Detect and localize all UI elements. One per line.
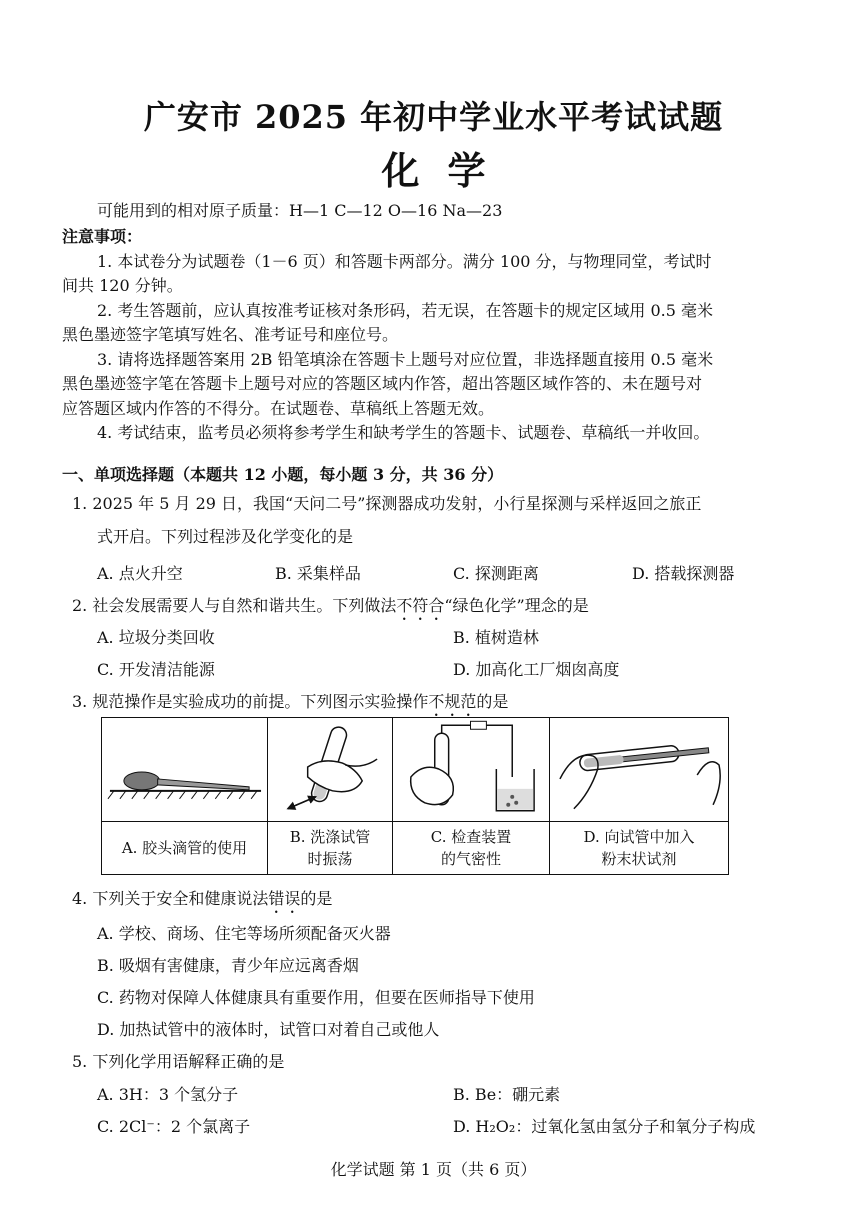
caption-text: 粉末状试剂 [601, 849, 677, 868]
stem-text: 的是 [476, 692, 509, 711]
q2-option-c: C. 开发清洁能源 [97, 660, 215, 679]
emphasis-text: 不符合 [396, 596, 445, 615]
subject-title [0, 140, 867, 195]
note-line: 4. 考试结束，监考员必须将参考学生和缺考学生的答题卡、试题卷、草稿纸一并收回。 [97, 423, 710, 442]
q3-figure-table [101, 717, 729, 875]
note-line: 黑色墨迹签字笔填写姓名、准考证号和座位号。 [62, 325, 399, 344]
hand-shaking-test-tube-icon [268, 719, 392, 819]
q5-option-b: B. Be：硼元素 [453, 1085, 561, 1104]
airtight-figure [393, 718, 550, 822]
subject-char: 学 [447, 148, 486, 193]
caption-text: 的气密性 [440, 849, 501, 868]
dropper-on-table-icon [102, 719, 267, 819]
question-4-stem [72, 886, 332, 917]
question-5-stem: 5. 下列化学用语解释正确的是 [72, 1052, 285, 1071]
stem-text: “绿色化学”理念的是 [444, 596, 589, 615]
q1-option-c: C. 探测距离 [453, 564, 539, 583]
q4-option-d: D. 加热试管中的液体时，试管口对着自己或他人 [97, 1020, 440, 1039]
q4-option-c: C. 药物对保障人体健康具有重要作用，但要在医师指导下使用 [97, 988, 535, 1007]
stem-text: 的是 [300, 889, 333, 908]
caption-text: D. 向试管中加入 [583, 827, 695, 846]
stem-text: 4. 下列关于安全和健康说法 [72, 889, 269, 908]
caption-text: 时振荡 [307, 849, 353, 868]
exam-title: 广安市 2025 年初中学业水平考试试题 [143, 98, 724, 136]
q1-option-b: B. 采集样品 [275, 564, 361, 583]
q1-option-a: A. 点火升空 [97, 564, 183, 583]
airtightness-apparatus-icon [393, 719, 549, 819]
q2-option-a: A. 垃圾分类回收 [97, 628, 215, 647]
question-1-stem: 1. 2025 年 5 月 29 日，我国“天问二号”探测器成功发射，小行星探测与采样返回之旅正 [72, 494, 702, 513]
question-2-stem [72, 593, 589, 624]
section-heading: 一、单项选择题（本题共 12 小题，每小题 3 分，共 36 分） [62, 465, 504, 484]
note-line: 2. 考生答题前，应认真按准考证核对条形码，若无误，在答题卡的规定区域用 0.5 毫米 [97, 301, 713, 320]
question-1-stem-cont: 式开启。下列过程涉及化学变化的是 [97, 527, 354, 546]
question-3-stem [72, 689, 508, 720]
q3-caption-d [550, 821, 729, 874]
atomic-masses: 可能用到的相对原子质量：H—1 C—12 O—16 Na—23 [97, 201, 503, 220]
adding-powder-icon [550, 719, 728, 819]
q3-caption-b [268, 821, 393, 874]
q5-option-c: C. 2Cl⁻：2 个氯离子 [97, 1117, 251, 1136]
note-line: 间共 120 分钟。 [62, 276, 183, 295]
q5-option-a: A. 3H：3 个氢分子 [97, 1085, 239, 1104]
notes-heading: 注意事项： [62, 227, 143, 246]
caption-text: A. 胶头滴管的使用 [121, 838, 248, 857]
emphasis-text: 错误 [268, 889, 301, 908]
q2-option-b: B. 植树造林 [453, 628, 539, 647]
q4-option-a: A. 学校、商场、住宅等场所须配备灭火器 [97, 924, 391, 943]
q5-option-d: D. H₂O₂：过氧化氢由氢分子和氧分子构成 [453, 1117, 756, 1136]
q2-option-d: D. 加高化工厂烟囱高度 [453, 660, 620, 679]
powder-figure [550, 718, 729, 822]
stem-text: 2. 社会发展需要人与自然和谐共生。下列做法 [72, 596, 397, 615]
q1-option-d: D. 搭载探测器 [632, 564, 735, 583]
note-line: 应答题区域内作答的不得分。在试题卷、草稿纸上答题无效。 [62, 399, 495, 418]
subject-char: 化 [381, 148, 420, 193]
note-line: 黑色墨迹签字笔在答题卡上题号对应的答题区域内作答，超出答题区域作答的、未在题号对 [62, 374, 703, 393]
dropper-figure [102, 718, 268, 822]
note-line: 1. 本试卷分为试题卷（1－6 页）和答题卡两部分。满分 100 分，与物理同堂，考试时 [97, 252, 712, 271]
emphasis-text: 不规范 [428, 692, 477, 711]
q3-caption-c [393, 821, 550, 874]
stem-text: 3. 规范操作是实验成功的前提。下列图示实验操作 [72, 692, 429, 711]
q4-option-b: B. 吸烟有害健康，青少年应远离香烟 [97, 956, 359, 975]
page-footer: 化学试题 第 1 页（共 6 页） [330, 1160, 537, 1179]
note-line: 3. 请将选择题答案用 2B 铅笔填涂在答题卡上题号对应位置，非选择题直接用 0.5 毫米 [97, 350, 714, 369]
caption-text: B. 洗涤试管 [289, 827, 371, 846]
caption-text: C. 检查装置 [430, 827, 512, 846]
q3-caption-a [102, 821, 268, 874]
shake-tube-figure [268, 718, 393, 822]
